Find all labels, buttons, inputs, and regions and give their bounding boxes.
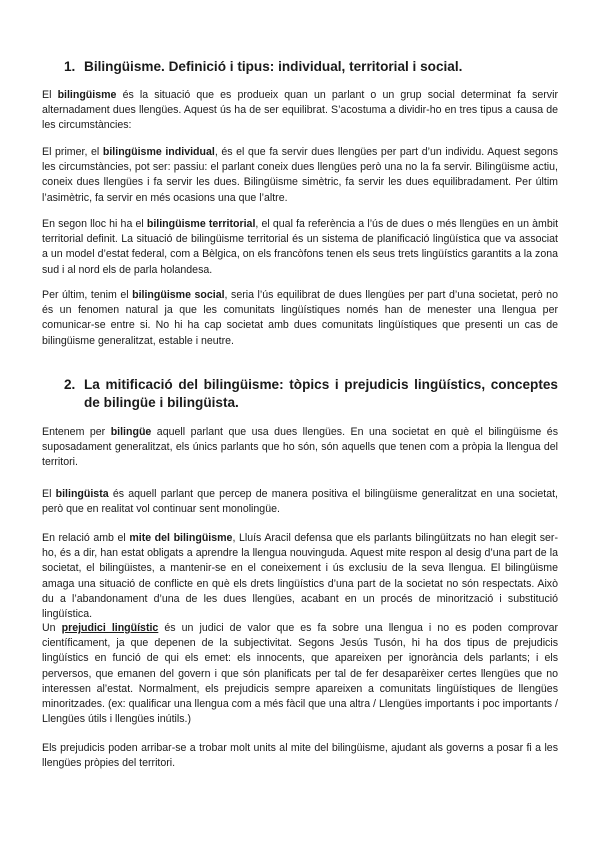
text-span: El primer, el <box>42 146 103 158</box>
term-bilinguisme: bilingüisme <box>57 89 117 101</box>
section-2-title: La mitificació del bilingüisme: tòpics i prejudicis lingüístics, conceptes de bilingüe i bilingüista. <box>84 377 558 410</box>
section-2-paragraph-3 <box>42 531 558 622</box>
section-2-number: 2. <box>64 377 76 392</box>
section-2-paragraph-1 <box>42 425 558 471</box>
text-span: , el qual fa referència a l’ús de dues o més llengües en un àmbit territorial definit. La situació de bilingüisme territorial és un sistema de planificació lingüística que va associat a un model d’estat federal, com a Bèlgica, on els francòfons tenen els seus trets lingüístics garantits a la zona sud i al nord els de parla holandesa. <box>42 218 559 276</box>
text-span: és aquell parlant que percep de manera positiva el bilingüisme generalitzat en una societat, però que en realitat vol continuar sent monolingüe. <box>42 488 558 516</box>
term-prejudici-linguistic: prejudici lingüístic <box>61 622 159 634</box>
text-span: Entenem per <box>42 426 111 438</box>
section-1-paragraph-4 <box>42 288 558 349</box>
text-span: En relació amb el <box>42 532 130 544</box>
term-bilingue: bilingüe <box>110 426 152 438</box>
section-1-number: 1. <box>64 59 76 74</box>
text-span: Els prejudicis poden arribar-se a trobar molt units al mite del bilingüisme, ajudant als governs a posar fi a les llengües pròpies del territori. <box>42 742 558 770</box>
text-span: Per últim, tenim el <box>42 289 133 301</box>
term-mite-del-bilinguisme: mite del bilingüisme <box>129 532 233 544</box>
term-bilinguisme-individual: bilingüisme individual <box>102 146 215 158</box>
section-1-title: Bilingüisme. Definició i tipus: individual, territorial i social. <box>84 59 463 74</box>
text-span: , Lluís Aracil defensa que els parlants bilingüitzats no han elegit ser-ho, és a dir, han estat obligats a aprendre la llengua nouvinguda. Aquest mite respon al desig d’una part de la societat, el bilingüistes, a mantenir-se en el coneixement i ús exclusiu de la seva llengua. El bilingüisme amaga una situació de conflicte en què els drets lingüístics d’una part de la societat no són respectats. Això du a l’abandonament d’una de les dues llengües, acabant en un procés de minorització i substitució lingüística. <box>42 532 558 621</box>
text-span: El <box>42 488 56 500</box>
term-bilinguisme-territorial: bilingüisme territorial <box>146 218 256 230</box>
section-1-paragraph-3 <box>42 217 558 278</box>
section-2-paragraph-4 <box>42 621 558 727</box>
text-span: , seria l’ús equilibrat de dues llengües per part d’una societat, però no és un fenomen natural ja que les comunitats lingüístiques només han de menester una llengua per comunicar-se entre si. No hi ha cap societat amb dues comunitats lingüístiques que presenti un cas de bilingüisme generalitzat, estable i neutre. <box>42 289 558 347</box>
text-span: El <box>42 89 58 101</box>
section-1-heading <box>64 58 558 76</box>
section-2-paragraph-2 <box>42 487 558 517</box>
text-span: En segon lloc hi ha el <box>42 218 147 230</box>
term-bilinguisme-social: bilingüisme social <box>132 289 225 301</box>
section-1-paragraph-2 <box>42 145 558 206</box>
section-1-paragraph-1 <box>42 88 558 134</box>
text-span: és la situació que es produeix quan un parlant o un grup social determinat fa servir alternadament dues llengües. Aquest ús ha de ser equilibrat. S’acostuma a dividir-ho en tres tipus a causa de les circumstàncies: <box>42 89 558 132</box>
text-span: Un <box>42 622 62 634</box>
text-span: aquell parlant que usa dues llengües. En una societat en què el bilingüisme és suposadament generalitzat, els únics parlants que ho són, són aquells que tenen com a pròpia la llengua del territori. <box>42 426 558 469</box>
section-2-paragraph-5 <box>42 741 558 771</box>
text-span: és un judici de valor que es fa sobre una llengua i no es poden comprovar científicament, ja que depenen de la subjectivitat. Segons Jesús Tusón, hi ha dos tipus de prejudicis lingüístics en funció de qui els emet: els innocents, que apareixen per ignorància dels parlants; i els perversos, que emanen del govern i que són planificats per tal de fer desaparèixer certes llengües que no interessen al’estat. Normalment, els prejudicis sempre apareixen a comunitats lingüístiques de llengües minoritzades. (ex: qualificar una llengua com a més fàcil que una altra / Llengües importants i poc importants / Llengües útils i llengües inútils.) <box>42 622 558 726</box>
section-2-heading <box>64 376 558 412</box>
text-span: , és el que fa servir dues llengües per part d’un individu. Aquest segons les circumstàncies, pot ser: passiu: el parlant coneix dues llengües però una no la fa servir. Bilingüisme actiu, coneix dues llengües i fa servir les dues. Bilingüisme simètric, fa servir les dues equilibradament. Per últim l’asimètric, fa servir en més ocasions una que l’altre. <box>42 146 559 204</box>
term-bilinguista: bilingüista <box>55 488 109 500</box>
